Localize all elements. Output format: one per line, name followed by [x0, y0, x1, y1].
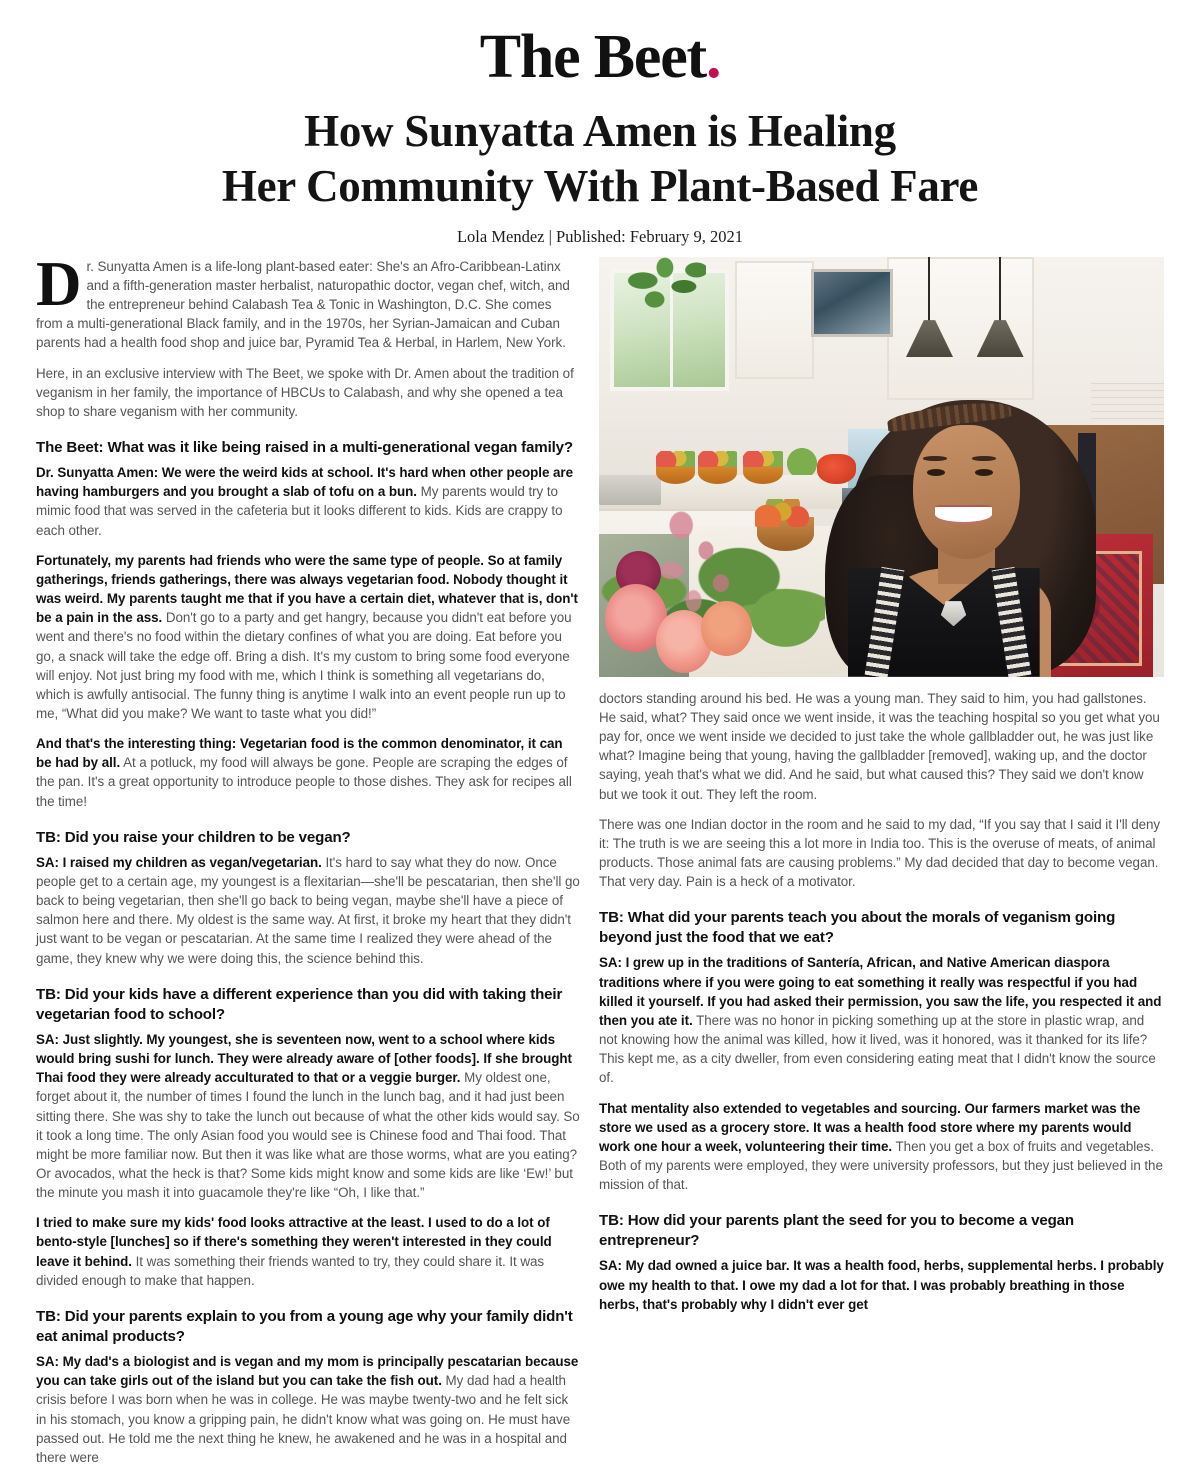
- answer-1: [36, 463, 581, 540]
- question-3: TB: Did your kids have a different experience than you did with taking their vegetarian food to school?: [36, 985, 563, 1023]
- site-logo[interactable]: [479, 23, 721, 91]
- answer-2-rest: It's hard to say what they do now. Once people get to a certain age, my youngest is a flexitarian—she'll be pescatarian, then she'll go back to being vegetarian, then she'll go back to being vegan, maybe she'll have a piece of salmon here and there. My oldest is the same way. At first, it broke my heart that they didn't just want to be vegan or pescatarian. At the same time I realized they were ahead of the game, they knew why we were doing this, the science behind this.: [36, 854, 580, 966]
- subject-eyebrow-left: [923, 456, 947, 461]
- question-1: The Beet: What was it like being raised in a multi-generational vegan family?: [36, 439, 573, 457]
- greens-bunch: [785, 446, 819, 475]
- answer-5-rest: There was no honor in picking something up at the store in plastic wrap, and not knowing how the animal was killed, how it lived, was it honored, was it thanked for its life? This kept me, as a city dweller, from even considering eating meat that I didn't know the source of.: [599, 1012, 1156, 1086]
- answer-5b: [599, 1099, 1164, 1195]
- upper-cabinet-left: [735, 261, 814, 379]
- answer-1b-lead: Fortunately, my parents had friends who were the same type of people. So at family gatherings, friends gatherings, there was always vegetarian food. Nobody thought it was weird. My parents taught me that if you have a certain diet, whatever that is, don't be a pain in the ass.: [36, 552, 578, 626]
- subject-eyebrow-right: [972, 456, 996, 461]
- intro-text: r. Sunyatta Amen is a life-long plant-based eater: She's an Afro-Caribbean-Latinx and a fifth-generation master herbalist, naturopathic doctor, vegan chef, witch, and the entrepreneur behind Calabash Tea & Tonic in Washington, D.C. She comes from a multi-generational Black family, and in the 1970s, her Syrian-Jamaican and Cuban parents had a health food shop and juice bar, Pyramid Tea & Herbal, in Harlem, New York.: [36, 258, 570, 351]
- hanging-plant: [627, 257, 706, 316]
- answer-1b: [36, 551, 581, 723]
- answer-3-lead: SA: Just slightly. My youngest, she is seventeen now, went to a school where kids would bring sushi for lunch. They were already aware of [other foods]. If she brought Thai food they were already acculturated to that or a veggie burger.: [36, 1031, 572, 1086]
- dahlia-coral: [701, 601, 752, 656]
- answer-6-text: SA: My dad owned a juice bar. It was a health food, herbs, supplemental herbs. I probably owe my health to that. I owe my dad a lot for that. I was probably breathing in those herbs, that's probably why I didn't ever get: [599, 1258, 1164, 1312]
- answer-1-lead: Dr. Sunyatta Amen: We were the weird kids at school. It's hard when other people are having hamburgers and you brought a slab of tofu on a bun.: [36, 465, 573, 500]
- subject-eye-right: [975, 469, 993, 476]
- question-6: TB: How did your parents plant the seed for you to become a vegan entrepreneur?: [599, 1212, 1074, 1250]
- answer-1b-rest: Don't go to a party and get hangry, because you didn't eat before you went and there's no food within the dietary confines of what you are doing. Eat before you go, a snack will take the edge off. Bring a dish. It's my custom to bring some food everyone will enjoy. Not just bring my food with me, which I think is something all vegetarians do, which is awfully antisocial. The funny thing is anytime I walk into an event people run up to me, “What did you make? We want to taste what you did!”: [36, 610, 572, 721]
- fruit-bowl-3: [743, 460, 783, 483]
- answer-2-lead: SA: I raised my children as vegan/vegetarian.: [36, 854, 322, 870]
- subject-face: [913, 425, 1020, 559]
- answer-1-rest: My parents would try to mimic food that was served in the cafeteria but it looks different to kids. Kids are crappy to each other.: [36, 484, 563, 538]
- article-photo: [599, 257, 1164, 677]
- answer-2: [36, 853, 581, 968]
- answer-3b-rest: It was something their friends wanted to try, they could share it. It was divided enough to make that happen.: [36, 1253, 545, 1288]
- answer-1c: [36, 734, 581, 811]
- logo-dot: .: [705, 23, 721, 91]
- answer-5-lead: SA: I grew up in the traditions of Santería, African, and Native American diaspora traditions where if you were going to eat something it really was respectful if you had killed it yourself. If you had asked their permission, you saw the life, you respected it and then you ate it.: [599, 955, 1162, 1028]
- answer-4-rest: My dad had a health crisis before I was born when he was in college. He was maybe twenty-two and he felt sick in his stomach, you know a gripping pain, he didn't know what was going on. He must have passed out. He told me the next thing he knew, he awakened and he was in a hospital and there were: [36, 1373, 571, 1465]
- answer-3: [36, 1030, 581, 1202]
- pendant-light-2: [969, 257, 1031, 366]
- pendant-light-1: [898, 257, 960, 366]
- answer-1c-rest: At a potluck, my food will always be gone. People are scraping the edges of the pan. It's a great opportunity to introduce people to those dishes. They ask for recipes all the time!: [36, 755, 572, 809]
- answer-5b-lead: That mentality also extended to vegetables and sourcing. Our farmers market was the store we used as a grocery store. It was a health food store where my parents would work one hour a week, volunteering their time.: [599, 1100, 1141, 1154]
- continuation-1: doctors standing around his bed. He was a young man. They said to him, you had gallstones. He said, what? They said once we went inside, it was the teaching hospital so you get what you pay for, once we went inside we decided to just take the whole gallbladder out, he was just like what? Imagine being that young, having the gallbladder [removed], waking up, and the doctor saying, yeah that's what we did. And he said, but what caused this? They said we don't know but we took it out. They left the room.: [599, 690, 1160, 802]
- drop-cap: D: [36, 248, 82, 319]
- left-column: [36, 248, 581, 1478]
- answer-3b: [36, 1213, 581, 1290]
- answer-3b-lead: I tried to make sure my kids' food looks attractive at the least. I used to do a lot of bento-style [lunches] so if there's something they weren't interested in they could leave it behind.: [36, 1215, 552, 1269]
- intro-paragraph-2: Here, in an exclusive interview with The Beet, we spoke with Dr. Amen about the tradition of veganism in her family, the importance of HBCUs to Calabash, and why she opened a tea shop to share veganism with her community.: [36, 365, 574, 419]
- answer-5: [599, 953, 1164, 1087]
- microwave: [811, 269, 893, 336]
- subject-smile: [935, 505, 992, 524]
- red-kettle: [817, 454, 857, 483]
- byline: Lola Mendez | Published: February 9, 2021: [456, 226, 744, 246]
- headline-line-1: How Sunyatta Amen is Healing: [304, 106, 896, 156]
- answer-5b-rest: Then you get a box of fruits and vegetables. Both of my parents were employed, they were university professors, but they just believed in the mission of that.: [599, 1138, 1163, 1193]
- right-column: [599, 257, 1164, 1478]
- answer-4: [36, 1352, 581, 1467]
- fruit-bowl-1: [656, 460, 696, 483]
- answer-3-rest: My oldest one, forget about it, the number of times I found the lunch in the lunch bag, and it had just been sitting there. She was shy to take the lunch out because of what the other kids would say. So it took a long time. The only Asian food you would see is Chinese food and Thai food. That might be more familiar now. But then it was like what are those worms, what are you eating? Or avocados, what the heck is that? Some kids might know and some kids are like ‘Ew!’ but the minute you mash it into guacamole they're like “Oh, I like that.”: [36, 1070, 580, 1201]
- subject-eye-left: [927, 469, 945, 476]
- answer-1c-lead: And that's the interesting thing: Vegetarian food is the common denominator, it can be had by all.: [36, 736, 563, 771]
- question-5: TB: What did your parents teach you about the morals of veganism going beyond just the food that we eat?: [599, 909, 1116, 947]
- question-2: TB: Did you raise your children to be vegan?: [36, 828, 351, 846]
- fruit-bowl-2: [698, 460, 738, 483]
- article-columns: [36, 248, 1164, 1478]
- continuation-2: There was one Indian doctor in the room and he said to my dad, “If you say that I said it I'll deny it: The truth is we are seeing this a lot more in India too. This is the overuse of meats, of animal products. Those animal fats are causing problems.” My dad decided that day to become vegan. That very day. Pain is a heck of a motivator.: [599, 816, 1161, 890]
- logo-text: The Beet: [479, 23, 706, 91]
- answer-4-lead: SA: My dad's a biologist and is vegan and my mom is principally pescatarian because you can take girls out of the island but you can take the fish out.: [36, 1354, 579, 1389]
- masthead: [36, 0, 1164, 91]
- intro-paragraph: [36, 248, 581, 353]
- headline-line-2: Her Community With Plant-Based Fare: [221, 160, 979, 211]
- answer-6: [599, 1256, 1164, 1313]
- question-4: TB: Did your parents explain to you from a young age why your family didn't eat animal products?: [36, 1307, 573, 1345]
- page-title: [36, 104, 1164, 214]
